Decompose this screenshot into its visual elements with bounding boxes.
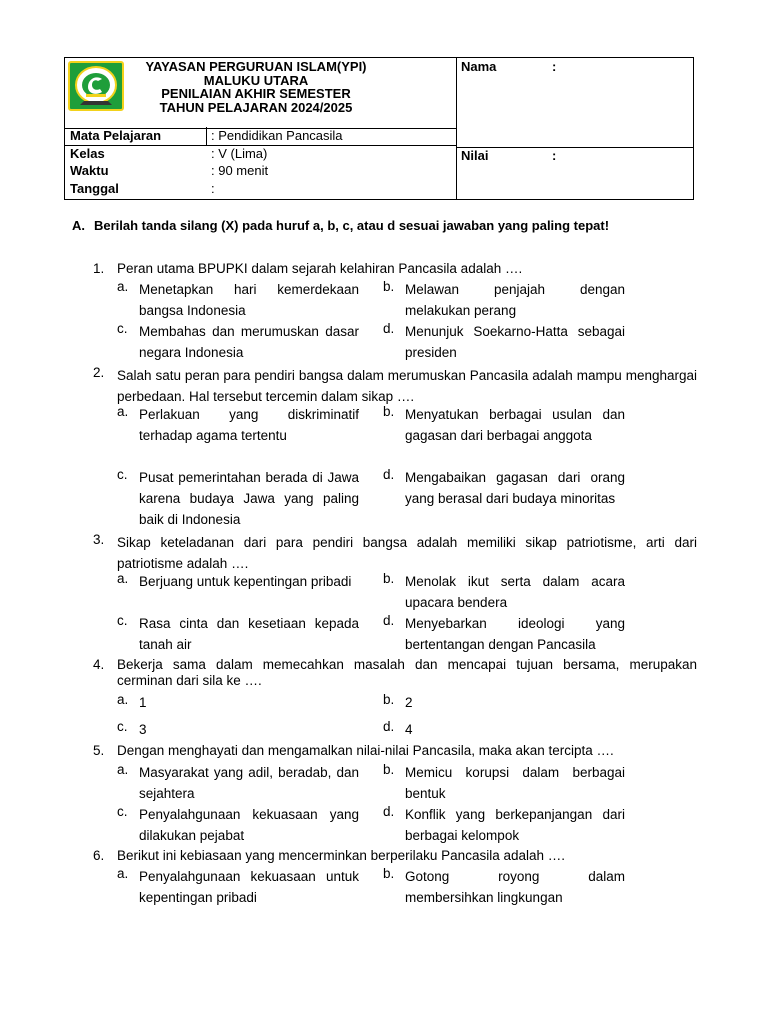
school-line-2: MALUKU UTARA — [203, 72, 309, 88]
option-letter: b. — [383, 404, 395, 419]
option-letter: a. — [117, 404, 129, 419]
option-letter: d. — [383, 467, 395, 482]
option-text: Penyalahgunaan kekuasaan yang dilakukan pejabat — [139, 807, 359, 843]
option-letter: c. — [117, 321, 128, 336]
info-value: : 90 menit — [211, 163, 269, 178]
question-number: 1. — [93, 261, 105, 276]
option-letter: a. — [117, 279, 129, 294]
info-label: Tanggal — [70, 181, 119, 196]
option-text: Perlakuan yang diskriminatif terhadap agama tertentu — [139, 407, 359, 443]
question-number: 4. — [93, 657, 105, 672]
option-text: Menunjuk Soekarno-Hatta sebagai presiden — [405, 324, 625, 360]
question-stem: Dengan menghayati dan mengamalkan nilai-nilai Pancasila, maka akan tercipta …. — [117, 743, 614, 758]
option-letter: c. — [117, 613, 128, 628]
option-text: Menetapkan hari kemerdekaan bangsa Indonesia — [139, 282, 359, 318]
school-line-1: YAYASAN PERGURUAN ISLAM(YPI) — [145, 59, 367, 74]
option-text: Menyatukan berbagai usulan dan gagasan dari berbagai anggota — [405, 407, 625, 443]
option-text: Mengabaikan gagasan dari orang yang berasal dari budaya minoritas — [405, 470, 625, 506]
info-row-subject — [65, 128, 456, 146]
option-letter: a. — [117, 866, 129, 881]
question-number: 6. — [93, 848, 105, 863]
score-label: Nilai — [461, 148, 489, 163]
question-stem: Bekerja sama dalam memecahkan masalah dan mencapai tujuan bersama, merupakan cerminan dari sila ke …. — [117, 657, 697, 688]
header-left — [65, 58, 457, 199]
option-letter: d. — [383, 613, 395, 628]
school-line-4: TAHUN PELAJARAN 2024/2025 — [159, 99, 353, 115]
option-text: Konflik yang berkepanjangan dari berbagai kelompok — [405, 807, 625, 843]
option-letter: b. — [383, 279, 395, 294]
info-value: : V (Lima) — [211, 146, 268, 161]
name-field[interactable] — [456, 58, 693, 148]
option-letter: c. — [117, 467, 128, 482]
option-text: Menolak ikut serta dalam acara upacara bendera — [405, 574, 625, 610]
school-block — [65, 58, 456, 129]
option-text: Berjuang untuk kepentingan pribadi — [139, 574, 352, 589]
option-letter: a. — [117, 692, 129, 707]
option-letter: d. — [383, 804, 395, 819]
option-text: Melawan penjajah dengan melakukan perang — [405, 282, 625, 318]
score-field[interactable] — [456, 148, 693, 199]
option-text: 2 — [405, 695, 413, 710]
option-text: Masyarakat yang adil, beradab, dan sejahtera — [139, 765, 359, 801]
option-text: 1 — [139, 695, 147, 710]
option-letter: a. — [117, 762, 129, 777]
option-text: Pusat pemerintahan berada di Jawa karena budaya Jawa yang paling baik di Indonesia — [139, 470, 359, 527]
option-letter: d. — [383, 321, 395, 336]
header-right — [456, 58, 693, 199]
question-number: 2. — [93, 365, 105, 380]
school-title — [123, 60, 389, 114]
option-text: 3 — [139, 722, 147, 737]
question-number: 5. — [93, 743, 105, 758]
info-label: Waktu — [70, 163, 109, 178]
section-text: Berilah tanda silang (X) pada huruf a, b, c, atau d sesuai jawaban yang paling tepat! — [94, 218, 610, 233]
info-value: : Pendidikan Pancasila — [211, 128, 343, 143]
info-label: Mata Pelajaran — [70, 128, 162, 143]
option-letter: d. — [383, 719, 395, 734]
school-logo-icon — [68, 61, 124, 111]
header-table — [64, 57, 694, 200]
info-row-class — [65, 146, 456, 163]
question-stem: Peran utama BPUPKI dalam sejarah kelahiran Pancasila adalah …. — [117, 261, 523, 276]
info-row-date — [65, 181, 456, 198]
option-text: Memicu korupsi dalam berbagai bentuk — [405, 765, 625, 801]
option-letter: b. — [383, 571, 395, 586]
option-text: 4 — [405, 722, 413, 737]
question-number: 3. — [93, 532, 105, 547]
info-value: : — [211, 181, 215, 196]
section-letter: A. — [72, 218, 85, 233]
info-label: Kelas — [70, 146, 105, 161]
question-stem: Salah satu peran para pendiri bangsa dalam merumuskan Pancasila adalah mampu menghargai perbedaan. Hal tersebut tercemin dalam sikap …. — [117, 368, 697, 404]
option-letter: b. — [383, 692, 395, 707]
question-stem: Sikap keteladanan dari para pendiri bangsa adalah memiliki sikap patriotisme, arti dari patriotisme adalah …. — [117, 535, 697, 571]
info-row-time — [65, 163, 456, 180]
option-letter: b. — [383, 866, 395, 881]
option-letter: a. — [117, 571, 129, 586]
option-letter: c. — [117, 804, 128, 819]
school-line-3: PENILAIAN AKHIR SEMESTER — [161, 86, 351, 101]
name-label: Nama — [461, 59, 497, 74]
option-text: Menyebarkan ideologi yang bertentangan dengan Pancasila — [405, 616, 625, 652]
option-letter: b. — [383, 762, 395, 777]
score-colon: : — [552, 148, 557, 163]
option-letter: c. — [117, 719, 128, 734]
question-stem: Berikut ini kebiasaan yang mencerminkan berperilaku Pancasila adalah …. — [117, 848, 565, 863]
option-text: Penyalahgunaan kekuasaan untuk kepentingan pribadi — [139, 869, 359, 905]
option-text: Membahas dan merumuskan dasar negara Indonesia — [139, 324, 359, 360]
option-text: Gotong royong dalam membersihkan lingkungan — [405, 869, 625, 905]
option-text: Rasa cinta dan kesetiaan kepada tanah air — [139, 616, 359, 652]
name-colon: : — [552, 59, 557, 74]
